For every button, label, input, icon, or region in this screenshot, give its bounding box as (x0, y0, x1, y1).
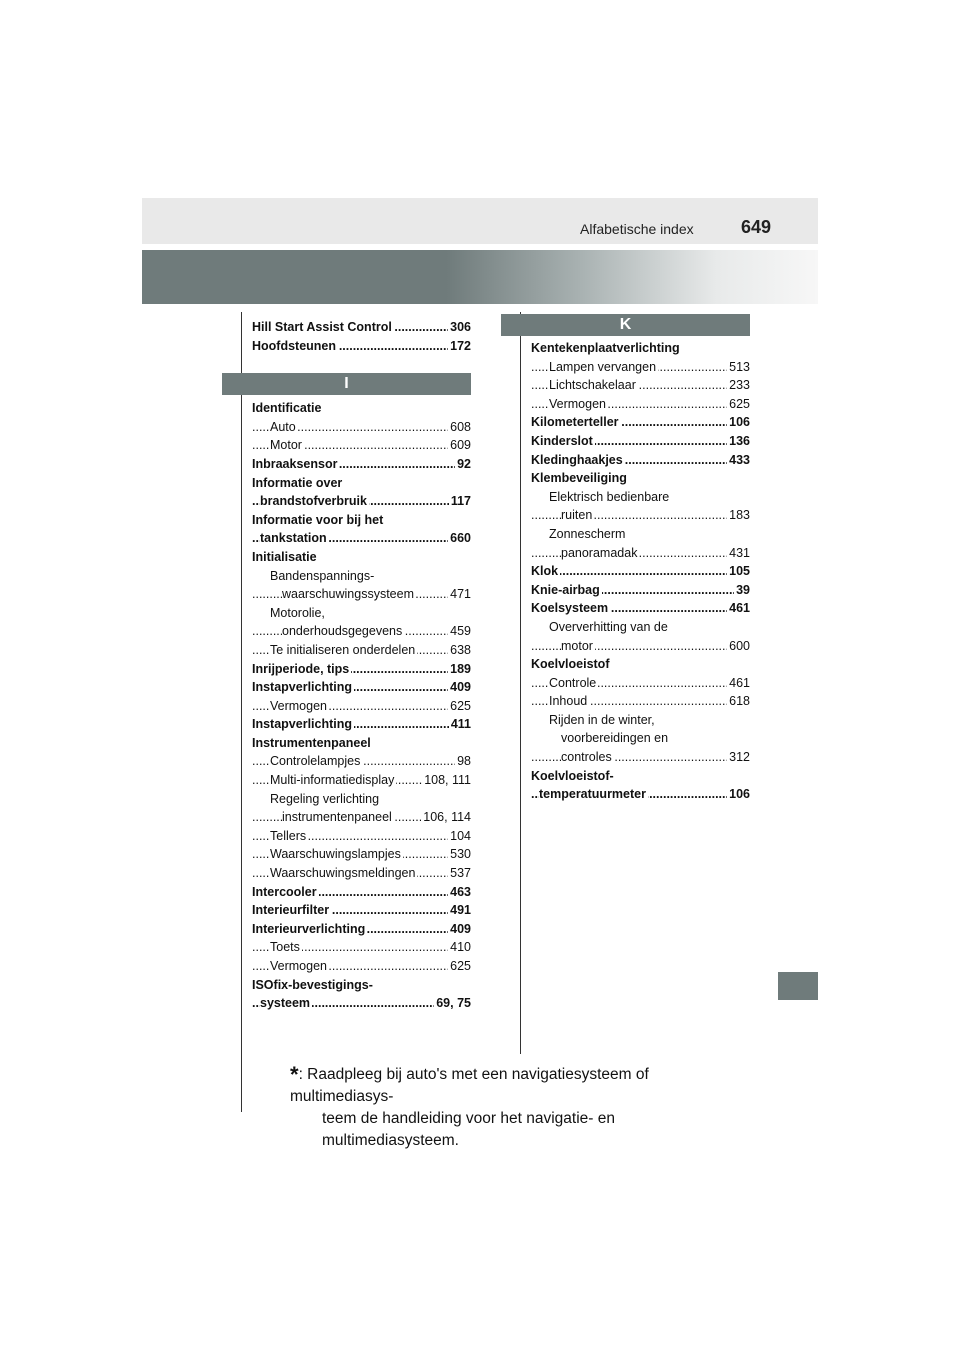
index-entry-page: 117 (449, 492, 471, 511)
index-entry (252, 474, 471, 493)
index-entry-page: 409 (448, 920, 471, 939)
index-entry-label: Vermogen (549, 396, 606, 411)
index-entry-label: Intercooler (252, 884, 317, 899)
index-entry-label: Vermogen (270, 959, 327, 973)
index-entry (252, 715, 471, 734)
footnote-asterisk: * (290, 1062, 299, 1087)
index-entry (252, 864, 471, 883)
index-entry-label: Hoofdsteunen (252, 338, 337, 353)
index-entry-page: 471 (448, 585, 471, 604)
left-entries (252, 399, 471, 1013)
index-entry-label: Klembeveiliging (531, 471, 627, 486)
index-entry (252, 883, 471, 902)
index-entry-page: 463 (448, 883, 471, 902)
index-entry-label: Inrijperiode, tips (252, 661, 350, 676)
index-entry-page: 105 (727, 562, 750, 581)
index-entry (252, 845, 471, 864)
index-entry-label: Instrumentenpaneel (252, 735, 371, 750)
left-top-entries (252, 318, 471, 355)
index-entry-label: Klok (531, 564, 559, 579)
index-entry-page: 410 (448, 938, 471, 957)
index-entry-page: 537 (448, 864, 471, 883)
middle-column-rule (520, 312, 521, 1054)
index-entry-label: Interieurfilter (252, 903, 330, 918)
index-entry (252, 976, 471, 995)
index-entry (531, 618, 750, 637)
index-entry (531, 637, 750, 656)
index-entry-page: 625 (448, 957, 471, 976)
index-entry-label: Vermogen (270, 698, 327, 713)
index-entry-page: 69, 75 (434, 994, 471, 1013)
index-entry (252, 901, 471, 920)
index-entry-page: 461 (727, 674, 750, 693)
index-entry-label: Regeling verlichting (270, 791, 380, 806)
index-entry (252, 957, 471, 976)
index-entry (252, 938, 471, 957)
index-entry (252, 492, 471, 511)
index-entry-label: Lichtschakelaar (549, 378, 636, 393)
index-entry (531, 432, 750, 451)
index-entry-label: instrumentenpaneel (282, 810, 392, 825)
index-entry-label: ruiten (561, 508, 593, 523)
index-entry (531, 451, 750, 470)
index-column-left (252, 318, 471, 1013)
index-entry-label: Hill Start Assist Control (252, 320, 392, 334)
index-entry-label: Interieurverlichting (252, 921, 366, 936)
index-entry-page: 618 (727, 692, 750, 711)
index-entry-label: Bandenspannings- (270, 568, 375, 583)
index-entry-page: 183 (727, 506, 750, 525)
index-entry-label: waarschuwingssysteem (282, 587, 414, 602)
index-entry-label: Informatie over (252, 475, 343, 490)
index-entry-page: 39 (734, 581, 750, 600)
index-entry (531, 339, 750, 358)
index-entry-page: 104 (448, 827, 471, 846)
index-entry-label: Kilometerteller (531, 415, 619, 430)
index-entry (531, 599, 750, 618)
index-entry-label: Lampen vervangen (549, 359, 657, 374)
index-entry (252, 418, 471, 437)
index-entry (531, 395, 750, 414)
index-entry (252, 660, 471, 679)
index-entry-label: Instapverlichting (252, 680, 353, 695)
index-entry (531, 469, 750, 488)
index-entry-label: Koelvloeistof (531, 657, 610, 672)
index-entry (531, 358, 750, 377)
index-entry-page: 136 (727, 432, 750, 451)
index-entry (531, 767, 750, 786)
index-entry-page: 638 (448, 641, 471, 660)
index-entry (252, 548, 471, 567)
index-entry (531, 692, 750, 711)
index-entry-label: Kledinghaakjes (531, 452, 623, 467)
index-entry-label: Motorolie, (270, 605, 325, 620)
index-entry-page: 409 (448, 678, 471, 697)
index-entry-label: systeem (260, 996, 311, 1011)
index-entry (252, 734, 471, 753)
index-entry-label: Te initialiseren onderdelen (270, 642, 416, 657)
index-entry-page: 189 (448, 660, 471, 679)
index-entry-page: 600 (727, 637, 750, 656)
index-entry-label: Koelsysteem (531, 601, 609, 616)
index-entry-label: Initialisatie (252, 549, 317, 564)
footnote (290, 1064, 750, 1152)
index-entry-label: Multi-informatiedisplay (270, 773, 395, 788)
index-entry (531, 544, 750, 563)
index-entry-label: controles (561, 750, 612, 765)
index-entry-page: 92 (455, 455, 471, 474)
index-entry-label: Zonnescherm (549, 526, 626, 541)
footnote-line-1: : Raadpleeg bij auto's met een navigatiesysteem of multimediasys- (290, 1066, 649, 1105)
index-entry-label: Informatie voor bij het (252, 512, 384, 527)
index-entry (531, 674, 750, 693)
footnote-line-2: teem de handleiding voor het navigatie- en multimediasysteem. (322, 1110, 615, 1149)
index-entry-label: temperatuurmeter (539, 787, 646, 802)
section-header-k: K (501, 314, 750, 336)
page-header-bar (142, 198, 818, 244)
index-entry (531, 581, 750, 600)
index-entry-page: 491 (448, 901, 471, 920)
index-entry-label: brandstofverbruik (260, 494, 367, 509)
index-entry-page: 108, 111 (422, 771, 471, 790)
index-entry-label: Controlelampjes (270, 754, 361, 769)
index-entry (252, 790, 471, 809)
index-column-right (531, 314, 750, 804)
section-header-i: I (222, 373, 471, 395)
index-entry-label: ISOfix-bevestigings- (252, 977, 373, 992)
index-entry (252, 455, 471, 474)
index-entry-label: motor (561, 638, 593, 653)
index-entry-label: Knie-airbag (531, 582, 600, 597)
index-entry-page: 172 (448, 337, 471, 356)
index-entry (252, 641, 471, 660)
index-entry (531, 413, 750, 432)
index-entry-page: 625 (727, 395, 750, 414)
index-entry (531, 748, 750, 767)
index-entry-label: Tellers (270, 828, 307, 843)
index-entry-page: 609 (448, 436, 471, 455)
index-entry (252, 399, 471, 418)
index-entry-page: 513 (727, 358, 750, 377)
index-entry-label: Controle (549, 675, 597, 690)
index-entry (252, 920, 471, 939)
index-entry (252, 752, 471, 771)
chapter-tab (778, 972, 818, 1000)
index-entry-page: 306 (448, 318, 471, 337)
page-number: 649 (741, 217, 772, 237)
index-entry-page: 433 (727, 451, 750, 470)
index-entry (531, 729, 750, 748)
index-entry (531, 525, 750, 544)
index-entry-page: 106 (727, 785, 750, 804)
index-entry-label: Waarschuwingslampjes (270, 847, 401, 862)
right-entries (531, 339, 750, 804)
index-entry (252, 827, 471, 846)
index-entry-page: 106 (727, 413, 750, 432)
index-entry-label: Inbraaksensor (252, 456, 338, 471)
index-entry-page: 461 (727, 599, 750, 618)
index-entry-label: voorbereidingen en (561, 731, 669, 746)
index-entry (252, 678, 471, 697)
index-entry (531, 488, 750, 507)
index-entry-label: Toets (270, 940, 300, 955)
index-entry-label: Inhoud (549, 694, 588, 709)
index-entry-page: 625 (448, 697, 471, 716)
index-entry (531, 655, 750, 674)
decorative-band (142, 250, 818, 304)
index-entry-page: 106, 114 (421, 808, 471, 827)
index-entry (531, 711, 750, 730)
left-column-rule (241, 312, 242, 1112)
index-entry-label: Motor (270, 438, 302, 453)
index-entry-page: 233 (727, 376, 750, 395)
index-entry-label: tankstation (260, 531, 327, 546)
index-entry (252, 771, 471, 790)
index-entry-label: onderhoudsgegevens (282, 624, 403, 639)
index-entry (252, 567, 471, 586)
index-entry-label: Koelvloeistof- (531, 768, 614, 783)
section-title: Alfabetische index (580, 221, 694, 237)
index-entry-label: Waarschuwingsmeldingen (270, 866, 416, 881)
index-entry-page: 411 (449, 715, 471, 734)
index-entry-page: 608 (448, 418, 471, 437)
index-entry (252, 436, 471, 455)
index-entry (252, 994, 471, 1013)
index-entry (252, 604, 471, 623)
index-entry-label: Kentekenplaatverlichting (531, 341, 680, 355)
index-entry (531, 562, 750, 581)
index-entry (252, 697, 471, 716)
index-entry (252, 318, 471, 337)
index-entry-page: 660 (448, 529, 471, 548)
index-entry-label: Oververhitting van de (549, 619, 668, 634)
index-entry-page: 98 (455, 752, 471, 771)
index-entry (252, 529, 471, 548)
index-entry (531, 376, 750, 395)
index-entry (252, 511, 471, 530)
index-entry-label: Auto (270, 419, 296, 434)
index-entry (252, 585, 471, 604)
index-entry-label: Rijden in de winter, (549, 712, 655, 727)
index-entry-page: 312 (727, 748, 750, 767)
index-entry (531, 506, 750, 525)
index-entry (252, 337, 471, 356)
index-entry-label: Instapverlichting (252, 717, 353, 732)
index-entry (252, 622, 471, 641)
index-entry-label: Elektrisch bedienbare (549, 489, 670, 504)
index-entry-page: 431 (727, 544, 750, 563)
index-entry-page: 530 (448, 845, 471, 864)
index-entry-label: panoramadak (561, 545, 638, 560)
index-entry-label: Identificatie (252, 401, 322, 416)
index-entry (531, 785, 750, 804)
index-entry (252, 808, 471, 827)
index-entry-page: 459 (448, 622, 471, 641)
index-entry-label: Kinderslot (531, 433, 593, 448)
